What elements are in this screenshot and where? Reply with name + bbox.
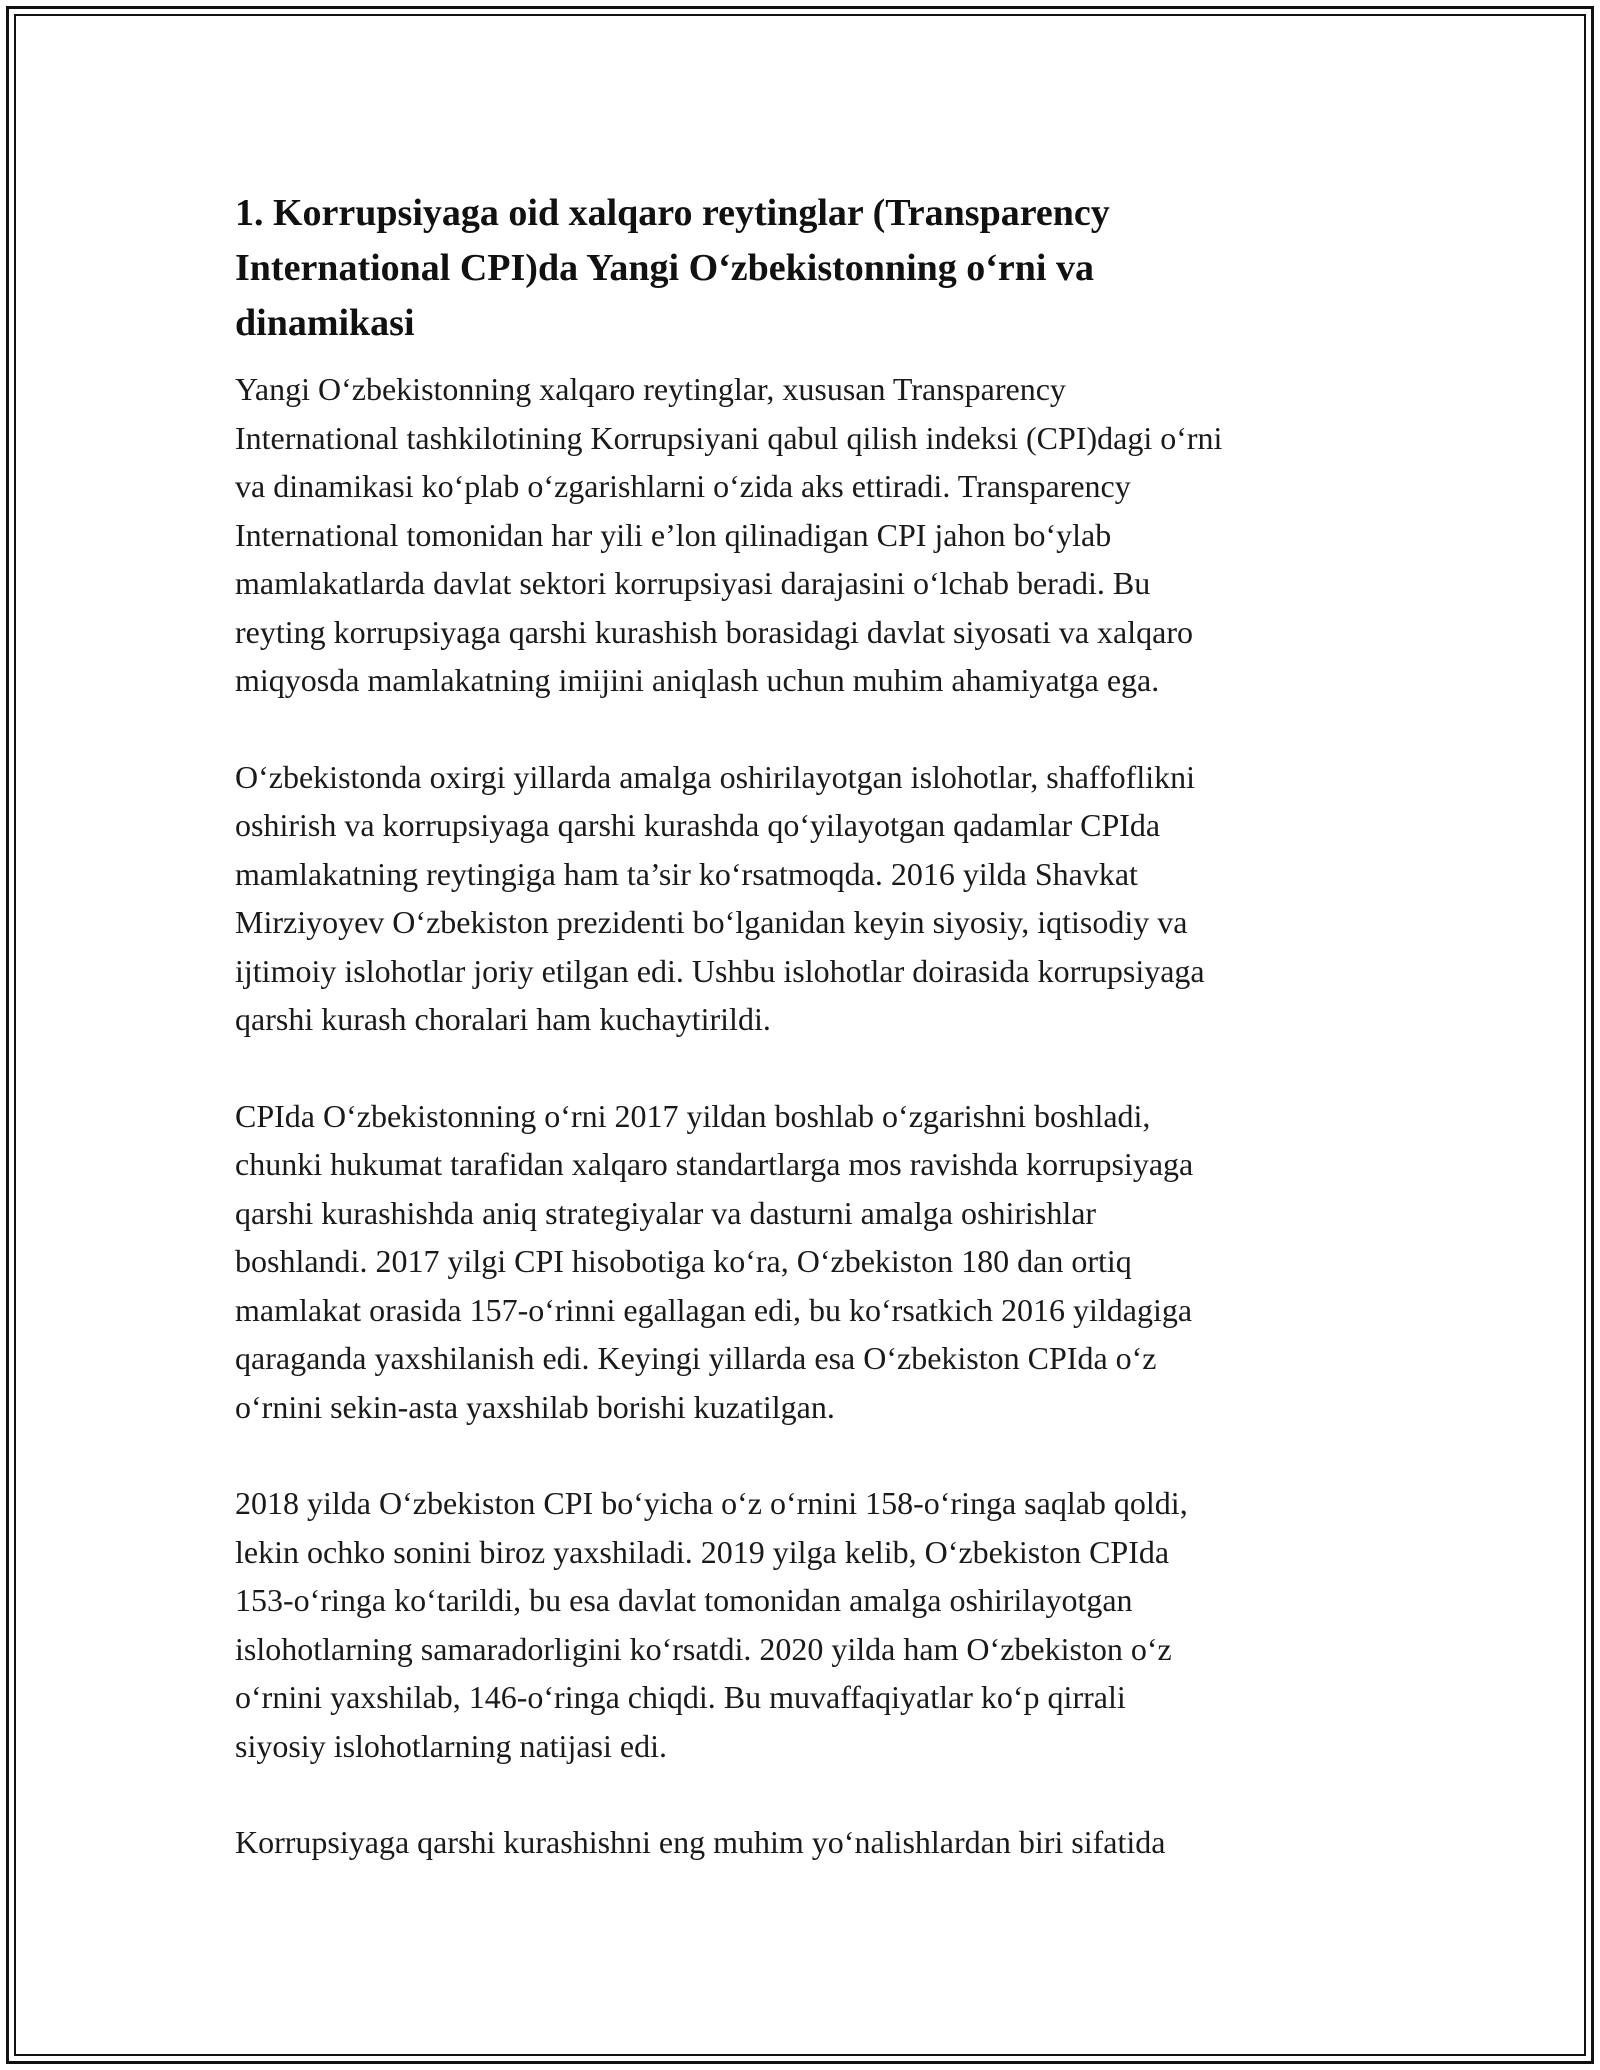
paragraph-5: Korrupsiyaga qarshi kurashishni eng muhim yo‘nalishlardan biri sifatida <box>235 1824 1166 1860</box>
paragraph-2: O‘zbekistonda oxirgi yillarda amalga oshirilayotgan islohotlar, shaffoflikni oshirish va korrupsiyaga qarshi kurashda qo‘yilayotgan qadamlar CPIda mamlakatning reytingiga ham ta’sir ko‘rsatmoqda. 2016 yilda Shavkat Mirziyoyev O‘zbekiston prezidenti bo‘lganidan keyin siyosiy, iqtisodiy va ijtimoiy islohotlar joriy etilgan edi. Ushbu islohotlar doirasida korrupsiyaga qarshi kurash choralari ham kuchaytirildi. <box>235 758 1205 1037</box>
paragraph-3: CPIda O‘zbekistonning o‘rni 2017 yildan boshlab o‘zgarishni boshladi, chunki hukumat tarafidan xalqaro standartlarga mos ravishda korrupsiyaga qarshi kurashishda aniq strategiyalar va dasturni amalga oshirishlar boshlandi. 2017 yilgi CPI hisobotiga ko‘ra, O‘zbekiston 180 dan ortiq mamlakat orasida 157-o‘rinni egallagan edi, bu ko‘rsatkich 2016 yildagiga qaraganda yaxshilanish edi. Keyingi yillarda esa O‘zbekiston CPIda o‘z o‘rnini sekin-asta yaxshilab borishi kuzatilgan. <box>235 1097 1194 1425</box>
document-body <box>235 186 1385 1915</box>
paragraph-4: 2018 yilda O‘zbekiston CPI bo‘yicha o‘z o‘rnini 158-o‘ringa saqlab qoldi, lekin ochko sonini biroz yaxshiladi. 2019 yilga kelib, O‘zbekiston CPIda 153-o‘ringa ko‘tarildi, bu esa davlat tomonidan amalga oshirilayotgan islohotlarning samaradorligini ko‘rsatdi. 2020 yilda ham O‘zbekiston o‘z o‘rnini yaxshilab, 146-o‘ringa chiqdi. Bu muvaffaqiyatlar ko‘p qirrali siyosiy islohotlarning natijasi edi. <box>235 1485 1188 1764</box>
section-heading: 1. Korrupsiyaga oid xalqaro reytinglar (Transparency International CPI)da Yangi O‘zbekistonning o‘rni va dinamikasi <box>235 192 1110 344</box>
paragraph-1: Yangi O‘zbekistonning xalqaro reytinglar, xususan Transparency International tashkilotining Korrupsiyani qabul qilish indeksi (CPI)dagi o‘rni va dinamikasi ko‘plab o‘zgarishlarni o‘zida aks ettiradi. Transparency International tomonidan har yili e’lon qilinadigan CPI jahon bo‘ylab mamlakatlarda davlat sektori korrupsiyasi darajasini o‘lchab beradi. Bu reyting korrupsiyaga qarshi kurashish borasidagi davlat siyosati va xalqaro miqyosda mamlakatning imijini aniqlash uchun muhim ahamiyatga ega. <box>235 371 1223 698</box>
